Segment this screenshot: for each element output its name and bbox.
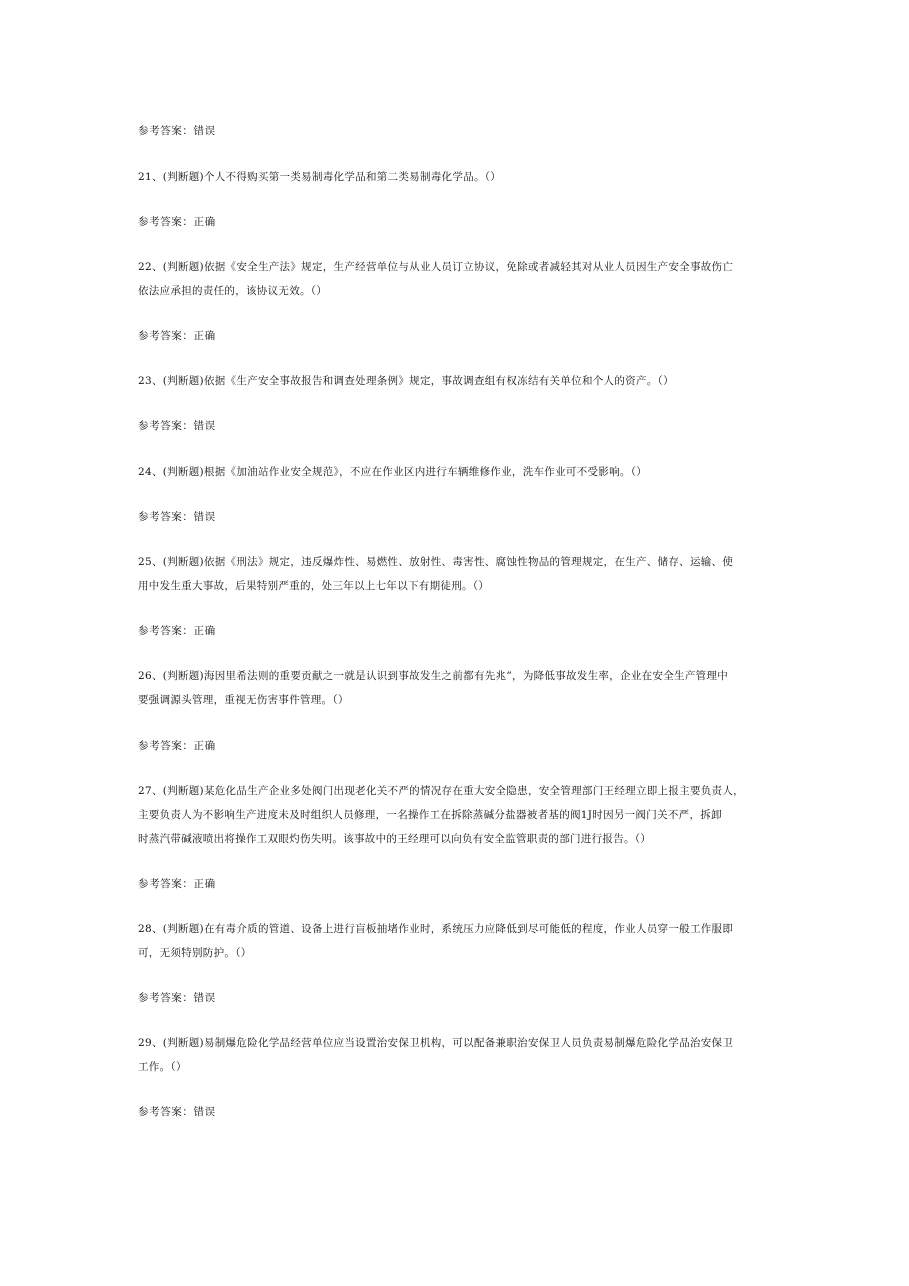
question-line: 29、(判断题)易制爆危险化学品经营单位应当设置治安保卫机构，可以配备兼职治安保卫人员负责易制爆危险化学品治安保卫 xyxy=(138,1037,734,1049)
question-line: 27、(判断题)某危化品生产企业多处阀门出现老化关不严的情况存在重大安全隐患，安全管理部门王经理立即上报主要负责人， xyxy=(138,785,744,797)
question-line: 用中发生重大事故，后果特别严重的，处三年以上七年以下有期徒刑。（） xyxy=(138,580,490,592)
answer-line: 参考答案：正确 xyxy=(138,330,216,342)
answer-line: 参考答案：正确 xyxy=(138,878,216,890)
question-line: 22、(判断题)依据《安全生产法》规定，生产经营单位与从业人员订立协议，免除或者减轻其对从业人员因生产安全事故伤亡 xyxy=(138,261,734,273)
answer-line: 参考答案：正确 xyxy=(138,216,216,228)
question-line: 28、(判断题)在有毒介质的管道、设备上进行盲板抽堵作业时，系统压力应降低到尽可能低的程度，作业人员穿一般工作服即 xyxy=(138,923,734,935)
answer-line: 参考答案：错误 xyxy=(138,125,216,137)
question-line: 主要负责人为不影响生产进度未及时组织人员修理，一名操作工在拆除蒸碱分盐器被者基的阀1J时因另一阀门关不严，拆卸 xyxy=(138,809,722,821)
question-line: 工作。（） xyxy=(138,1061,187,1073)
question-line: 26、(判断题)海因里希法则的重要贡献之一就是认识到事故发生之前都有先兆”，为降低事故发生率，企业在安全生产管理中 xyxy=(138,670,729,682)
question-line: 25、(判断题)依据《刑法》规定，违反爆炸性、易燃性、放射性、毒害性、腐蚀性物品的管理规定，在生产、储存、运输、使 xyxy=(138,556,734,568)
question-line: 可，无须特别防护。（） xyxy=(138,947,252,959)
question-line: 21、(判断题)个人不得购买第一类易制毒化学品和第二类易制毒化学品。（） xyxy=(138,171,502,183)
answer-line: 参考答案：错误 xyxy=(138,992,216,1004)
question-line: 23、(判断题)依据《生产安全事故报告和调查处理条例》规定，事故调查组有权冻结有关单位和个人的资产。（） xyxy=(138,375,674,387)
answer-line: 参考答案：正确 xyxy=(138,740,216,752)
question-line: 时蒸汽带碱液喷出将操作工双眼灼伤失明。该事故中的王经理可以向负有安全监管职责的部门进行报告。（） xyxy=(138,833,652,845)
question-line: 24、(判断题)根据《加油站作业安全规范》，不应在作业区内进行车辆维修作业，洗车作业可不受影响。（） xyxy=(138,466,648,478)
answer-line: 参考答案：正确 xyxy=(138,625,216,637)
answer-line: 参考答案：错误 xyxy=(138,420,216,432)
answer-line: 参考答案：错误 xyxy=(138,1106,216,1118)
question-line: 要强调源头管理，重视无伤害事件管理。（） xyxy=(138,694,349,706)
question-line: 依法应承担的责任的，该协议无效。（） xyxy=(138,285,328,297)
answer-line: 参考答案：错误 xyxy=(138,511,216,523)
